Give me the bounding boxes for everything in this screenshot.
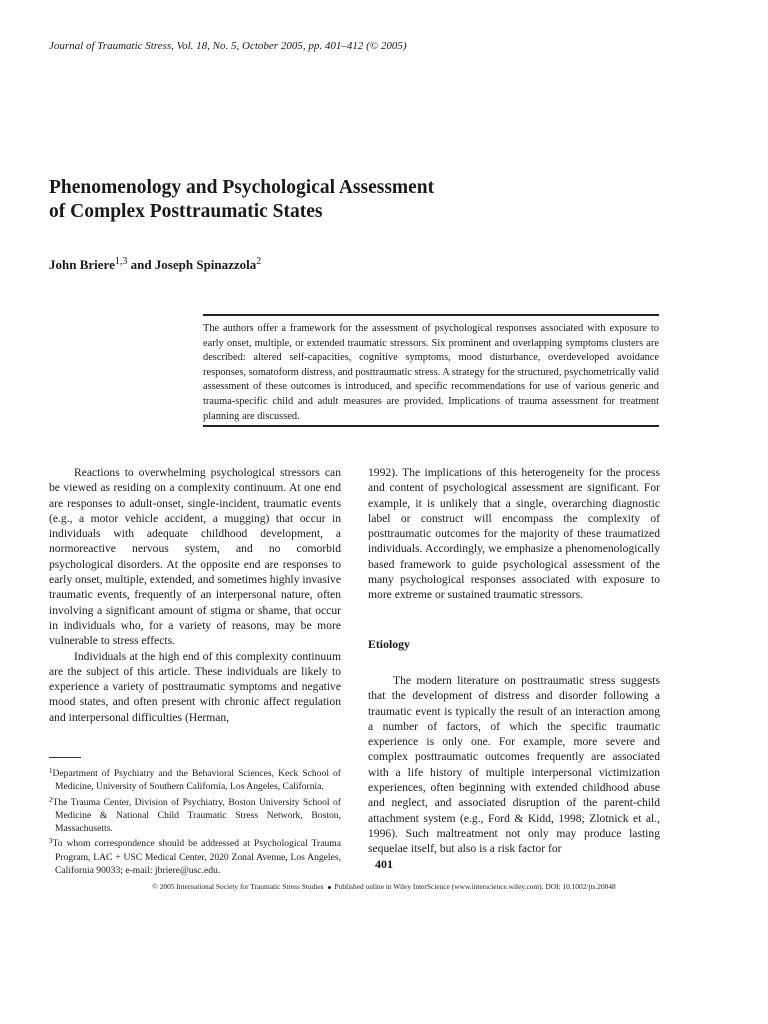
journal-citation: Journal of Traumatic Stress, Vol. 18, No. 5, October 2005, pp. 401–412 (© 2005): [49, 40, 407, 52]
footnote-number: 3: [49, 837, 53, 846]
author-name: and Joseph Spinazzola: [130, 257, 257, 272]
body-paragraph: Individuals at the high end of this complexity continuum are the subject of this article. These individuals are likely to experience a variety of posttraumatic symptoms and negative mood states, and often present with chronic affect regulation and interpersonal difficulties (Herman,: [49, 649, 341, 724]
footnote: [49, 794, 341, 836]
footnote-text: Department of Psychiatry and the Behavioral Sciences, Keck School of Medicine, University of Southern California, Los Angeles, California.: [52, 768, 341, 793]
footnote-number: 2: [49, 795, 53, 804]
footnote-text: To whom correspondence should be addressed at Psychological Trauma Program, LAC + USC Medical Center, 2020 Zonal Avenue, Los Angeles, California 90033; e-mail: jbriere@usc.edu.: [52, 838, 341, 877]
publication-notice: Published online in Wiley InterScience (www.interscience.wiley.com). DOI: 10.1002/jts.20048: [334, 882, 616, 891]
footnote-number: 1: [49, 767, 53, 775]
footnote-rule: [49, 757, 81, 758]
copyright-notice: © 2005 International Society for Traumatic Stress Studies: [152, 882, 324, 891]
body-column-left: [49, 465, 341, 725]
footnote-text: The Trauma Center, Division of Psychiatry, Boston University School of Medicine & National Child Traumatic Stress Network, Boston, Massachusetts.: [52, 796, 341, 835]
page-number: 401: [375, 857, 393, 871]
abstract-bottom-rule: [203, 425, 659, 427]
title-line-1: Phenomenology and Psychological Assessment: [49, 177, 435, 198]
author-affiliation-marker: 1,3: [114, 256, 128, 267]
section-heading: Etiology: [368, 636, 410, 651]
article-title: [49, 176, 609, 224]
title-line-2: of Complex Posttraumatic States: [49, 201, 323, 222]
author-list: [49, 256, 261, 273]
body-paragraph: The modern literature on posttraumatic stress suggests that the development of distress and disorder following a traumatic event is typically the result of an interaction among a number of factors, of which the specific traumatic experience is only one. For example, more severe and complex posttraumatic outcomes frequently are associated with a life history of multiple interpersonal victimization experiences, often beginning with extended childhood abuse and neglect, and associated disruption of the parent-child attachment system (e.g., Ford & Kidd, 1998; Zlotnick et al., 1996). Such maltreatment not only may produce lasting sequelae itself, but also is a risk factor for: [368, 673, 660, 856]
body-paragraph: Reactions to overwhelming psychological stressors can be viewed as residing on a complexity continuum. At one end are responses to adult-onset, single-incident, traumatic events (e.g., a motor vehicle accident, a mugging) that occur in individuals with adequate childhood development, a normoreactive nervous system, and no comorbid psychological disorders. At the opposite end are responses to early onset, multiple, extended, and sometimes highly invasive traumatic events, frequently of an interpersonal nature, often involving a significant amount of stigma or shame, that occur in individuals who, for a variety of reasons, may be more vulnerable to stress effects.: [49, 466, 341, 648]
abstract-top-rule: [203, 314, 659, 316]
author-name: John Briere: [49, 257, 115, 272]
publisher-footer: [0, 882, 768, 891]
body-paragraph: 1992). The implications of this heterogeneity for the process and content of psychological assessment are significant. For example, it is unlikely that a single, overarching diagnostic label or construct will encompass the complexity of posttraumatic outcomes for the majority of these traumatized individuals. Accordingly, we emphasize a phenomenologically based framework to guide psychological assessment of the many psychological responses associated with exposure to more extreme or sustained traumatic stressors.: [368, 466, 660, 602]
bullet-icon: [328, 886, 331, 889]
footnote: [49, 765, 341, 794]
body-column-right: [368, 465, 660, 857]
author-affiliation-marker: 2: [256, 256, 262, 267]
abstract: The authors offer a framework for the assessment of psychological responses associated with exposure to early onset, multiple, or extended traumatic stressors. Six prominent and overlapping symptoms clusters are described: altered self-capacities, cognitive symptoms, mood disturbance, overdeveloped avoidance responses, somatoform distress, and posttraumatic stress. A strategy for the structured, psychometrically valid assessment of these outcomes is introduced, and specific recommendations for use of various generic and trauma-specific child and adult measures are provided. Implications of trauma assessment for treatment planning are discussed.: [203, 323, 659, 422]
